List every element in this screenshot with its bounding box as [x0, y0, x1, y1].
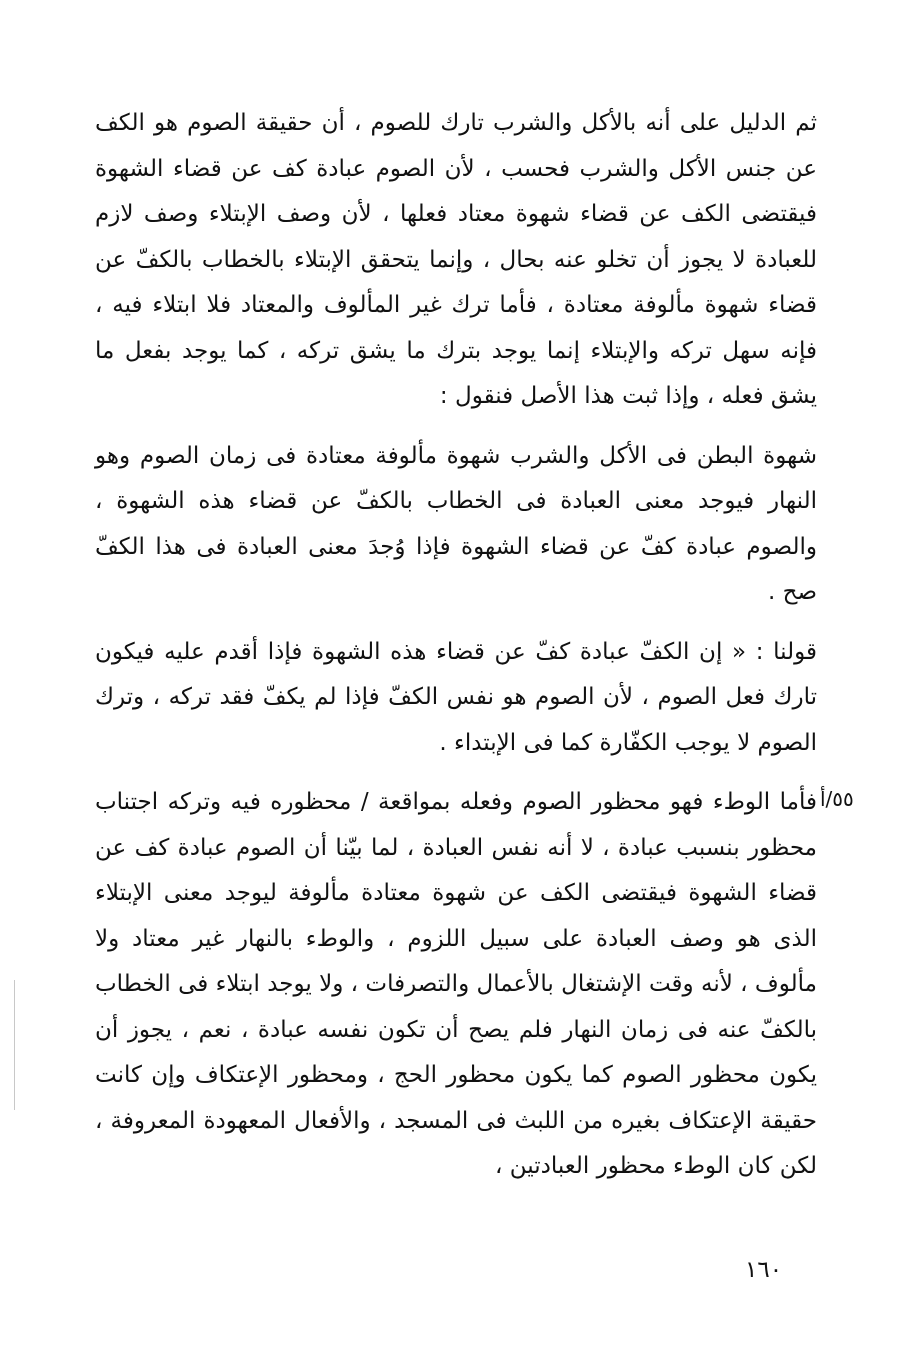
page-number: ١٦٠: [745, 1257, 783, 1283]
main-text: [95, 101, 817, 1190]
paragraph-3: قولنا : « إن الكفّ عبادة كفّ عن قضاء هذه الشهوة فإذا أقدم عليه فيكون تارك فعل الصوم ، لأن الصوم هو نفس الكفّ فإذا لم يكفّ فقد تركه ، وترك الصوم لا يوجب الكفّارة كما فى الإبتداء .: [95, 638, 817, 756]
paragraph-1: ثم الدليل على أنه بالأكل والشرب تارك للصوم ، أن حقيقة الصوم هو الكف عن جنس الأكل والشرب فحسب ، لأن الصوم عبادة كف عن قضاء الشهوة فيقتضى الكف عن قضاء شهوة معتاد فعلها ، لأن وصف الإبتلاء وصف لازم للعبادة لا يجوز أن تخلو عنه بحال ، وإنما يتحقق الإبتلاء بالخطاب بالكفّ عن قضاء شهوة مألوفة معتادة ، فأما ترك غير المألوف والمعتاد فلا ابتلاء فيه ، فإنه سهل تركه والإبتلاء إنما يوجد بترك ما يشق تركه ، كما يوجد بفعل ما يشق فعله ، وإذا ثبت هذا الأصل فنقول :: [95, 110, 817, 409]
paragraph-2: شهوة البطن فى الأكل والشرب شهوة مألوفة معتادة فى زمان الصوم وهو النهار فيوجد معنى العبادة فى الخطاب بالكفّ عن قضاء هذه الشهوة ، والصوم عبادة كفّ عن قضاء الشهوة فإذا وُجدَ معنى العبادة فى هذا الكفّ صح .: [95, 442, 817, 605]
manuscript-folio-marker: ٥٥/أ: [820, 787, 854, 811]
scan-edge-mark: [14, 980, 15, 1110]
paragraph-4: فأما الوطء فهو محظور الصوم وفعله بمواقعة / محظوره فيه وتركه اجتناب محظور بنسبب عبادة ، لا أنه نفس العبادة ، لما بيّنا أن الصوم عبادة كف عن قضاء الشهوة فيقتضى الكف عن شهوة معتادة مألوفة ليوجد معنى الإبتلاء الذى هو وصف العبادة على سبيل اللزوم ، والوطء بالنهار غير معتاد ولا مألوف ، لأنه وقت الإشتغال بالأعمال والتصرفات ، ولا يوجد ابتلاء فى الخطاب بالكفّ عنه فى زمان النهار فلم يصح أن تكون نفسه عبادة ، نعم ، يجوز أن يكون محظور الصوم كما يكون محظور الحج ، ومحظور الإعتكاف وإن كانت حقيقة الإعتكاف بغيره من اللبث فى المسجد ، والأفعال المعهودة المعروفة ، لكن كان الوطء محظور العبادتين ،: [95, 789, 817, 1179]
